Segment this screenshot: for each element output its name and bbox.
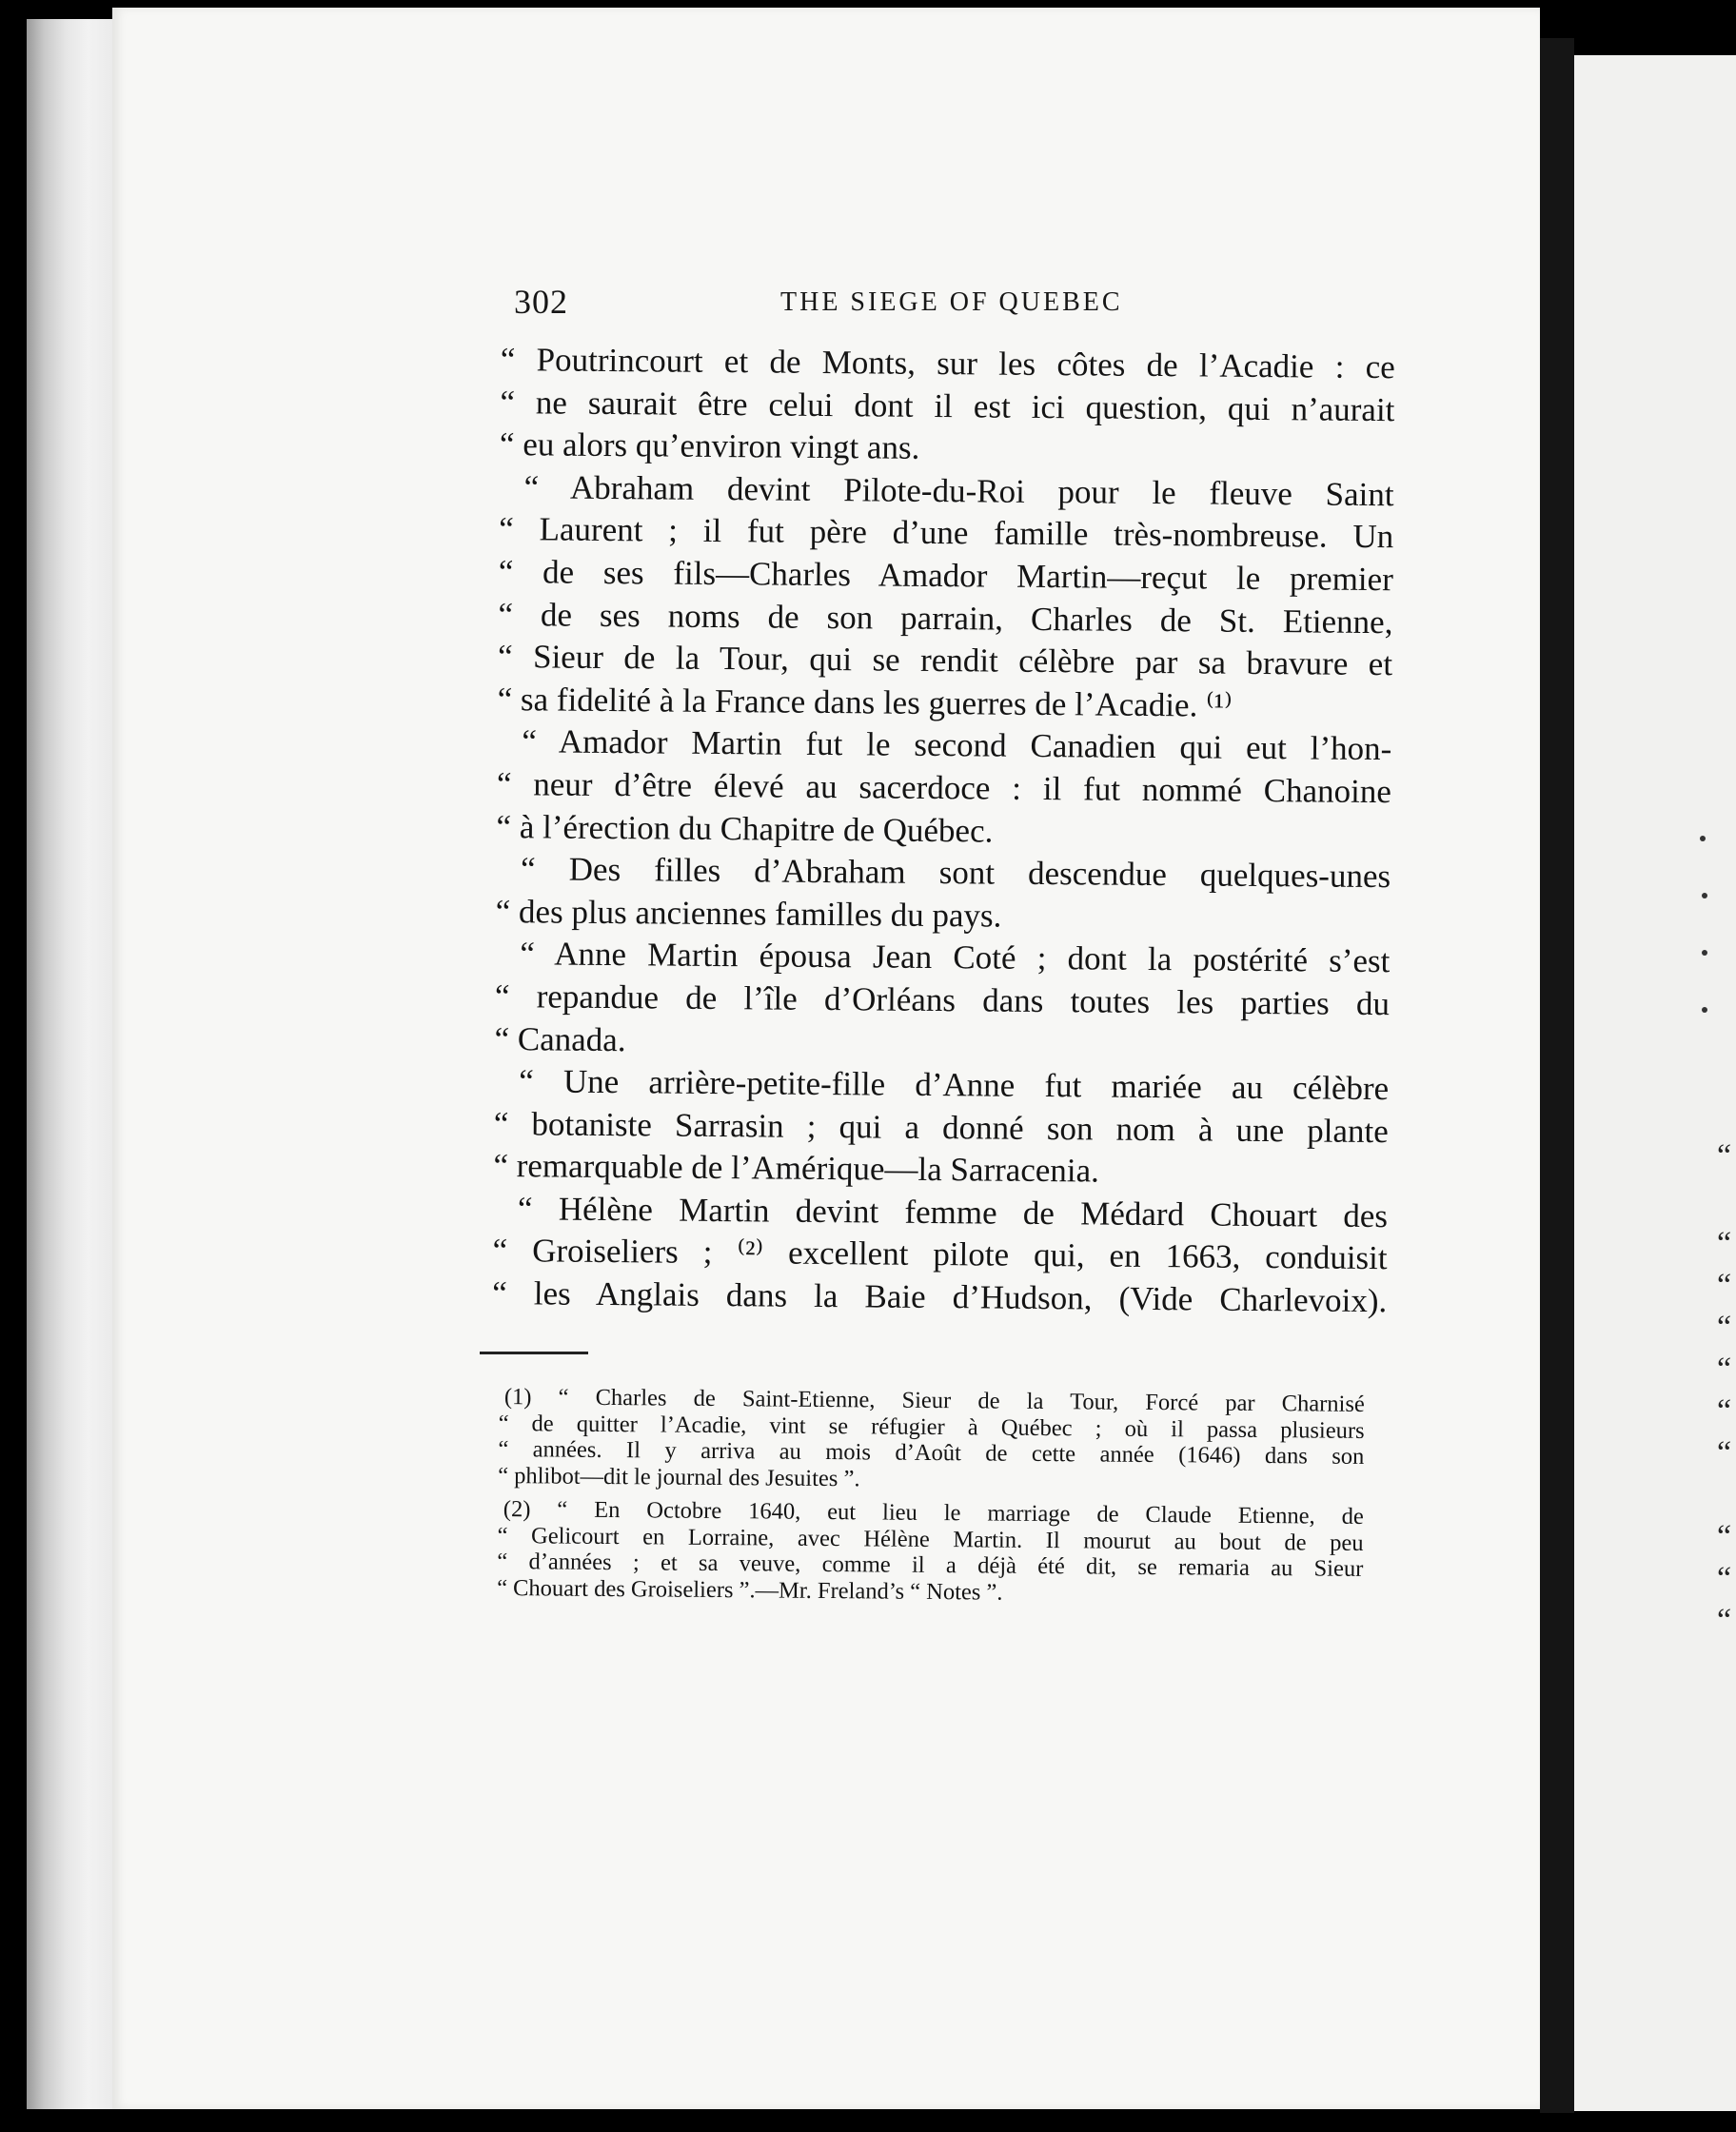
book-gutter (1540, 38, 1574, 2113)
facing-page-dot (1700, 836, 1706, 841)
facing-page-quote-mark: “ (1717, 1561, 1732, 1596)
footnote-line: (2) “ En Octobre 1640, eut lieu le marriage de Claude Etienne, de (503, 1496, 1364, 1530)
facing-page (1574, 55, 1736, 2111)
facing-page-quote-mark: “ (1717, 1352, 1732, 1387)
page-number: 302 (514, 283, 568, 321)
text-line: “ botaniste Sarrasin ; qui a donné son nom à une plante (493, 1104, 1389, 1150)
text-line: “ Sieur de la Tour, qui se rendit célèbre par sa bravure et (497, 638, 1393, 683)
paragraph (500, 339, 1395, 474)
paragraph (496, 848, 1391, 940)
text-line: “ Anne Martin épousa Jean Coté ; dont la postérité s’est (520, 935, 1391, 980)
footnote-line: “ d’années ; et sa veuve, comme il a déjà été dit, se remaria au Sieur (497, 1548, 1364, 1582)
text-line: “ Abraham devint Pilote-du-Roi pour le fleuve Saint (523, 468, 1394, 513)
text-line: “ les Anglais dans la Baie d’Hudson, (Vide Charlevoix). (492, 1274, 1388, 1320)
text-line: “ ne saurait être celui dont il est ici question, qui n’aurait (500, 383, 1395, 428)
text-line: “ Une arrière-petite-fille d’Anne fut mariée au célèbre (519, 1062, 1390, 1108)
footnote (497, 1496, 1364, 1609)
body-text (492, 339, 1395, 1323)
text-line: “ Amador Martin fut le second Canadien qui eut l’hon- (522, 722, 1392, 768)
footnote-line: “ Chouart des Groiseliers ”.—Mr. Freland’s “ Notes ”. (497, 1574, 1003, 1606)
text-line: “ sa fidelité à la France dans les guerres de l’Acadie. ⁽¹⁾ (497, 680, 1233, 724)
paragraph (494, 933, 1390, 1068)
footnote (498, 1384, 1365, 1496)
facing-page-quote-mark: “ (1717, 1393, 1732, 1429)
footnote-line: (1) “ Charles de Saint-Etienne, Sieur de la Tour, Forcé par Charnisé (503, 1384, 1365, 1417)
text-line: “ eu alors qu’environ vingt ans. (499, 425, 920, 467)
footnote-rule (480, 1352, 588, 1354)
paragraph (492, 1188, 1388, 1323)
paragraph (497, 466, 1393, 729)
text-line: “ de ses noms de son parrain, Charles de St. Etienne, (498, 595, 1393, 641)
paragraph (496, 721, 1391, 856)
text-line: “ Hélène Martin devint femme de Médard Chouart des (517, 1190, 1389, 1235)
text-line: “ neur d’être élevé au sacerdoce : il fut nommé Chanoine (496, 764, 1392, 811)
text-line: “ Poutrincourt et de Monts, sur les côtes de l’Acadie : ce (500, 340, 1395, 386)
facing-page-quote-mark: “ (1717, 1435, 1732, 1471)
footnote-line: “ années. Il y arriva au mois d’Août de cette année (1646) dans son (498, 1435, 1365, 1470)
footnotes (497, 1384, 1365, 1616)
page-header (514, 282, 1390, 329)
facing-page-dot (1702, 893, 1707, 898)
text-line: “ Des filles d’Abraham sont descendue quelques-unes (520, 850, 1391, 896)
text-line: “ à l’érection du Chapitre de Québec. (496, 807, 994, 850)
facing-page-quote-mark: “ (1717, 1226, 1732, 1261)
footnote-line: “ de quitter l’Acadie, vint se réfugier à Québec ; où il passa plusieurs (498, 1410, 1365, 1444)
text-line: “ repandue de l’île d’Orléans dans toutes les parties du (494, 977, 1391, 1023)
facing-page-quote-mark: “ (1717, 1138, 1732, 1174)
text-line: “ Groiseliers ; ⁽²⁾ excellent pilote qui, en 1663, conduisit (492, 1232, 1388, 1277)
facing-page-quote-mark: “ (1717, 1603, 1732, 1638)
facing-page-dot (1702, 950, 1707, 956)
page-stack-edge (27, 19, 114, 2109)
text-line: “ Canada. (494, 1019, 626, 1058)
footnote-line: “ Gelicourt en Lorraine, avec Hélène Martin. Il mourut au bout de peu (497, 1522, 1364, 1556)
text-line: “ remarquable de l’Amérique—la Sarracenia. (493, 1147, 1100, 1190)
running-head: THE SIEGE OF QUEBEC (780, 287, 1123, 317)
footnote-line: “ phlibot—dit le journal des Jesuites ”. (498, 1462, 860, 1491)
text-line: “ Laurent ; il fut père d’une famille très-nombreuse. Un (499, 510, 1394, 556)
facing-page-quote-mark: “ (1717, 1519, 1732, 1554)
facing-page-dot (1702, 1007, 1707, 1013)
text-line: “ des plus anciennes familles du pays. (495, 892, 1002, 935)
text-line: “ de ses fils—Charles Amador Martin—reçut le premier (498, 552, 1394, 599)
facing-page-quote-mark: “ (1717, 1310, 1732, 1345)
facing-page-quote-mark: “ (1717, 1268, 1732, 1303)
paragraph (493, 1060, 1389, 1195)
